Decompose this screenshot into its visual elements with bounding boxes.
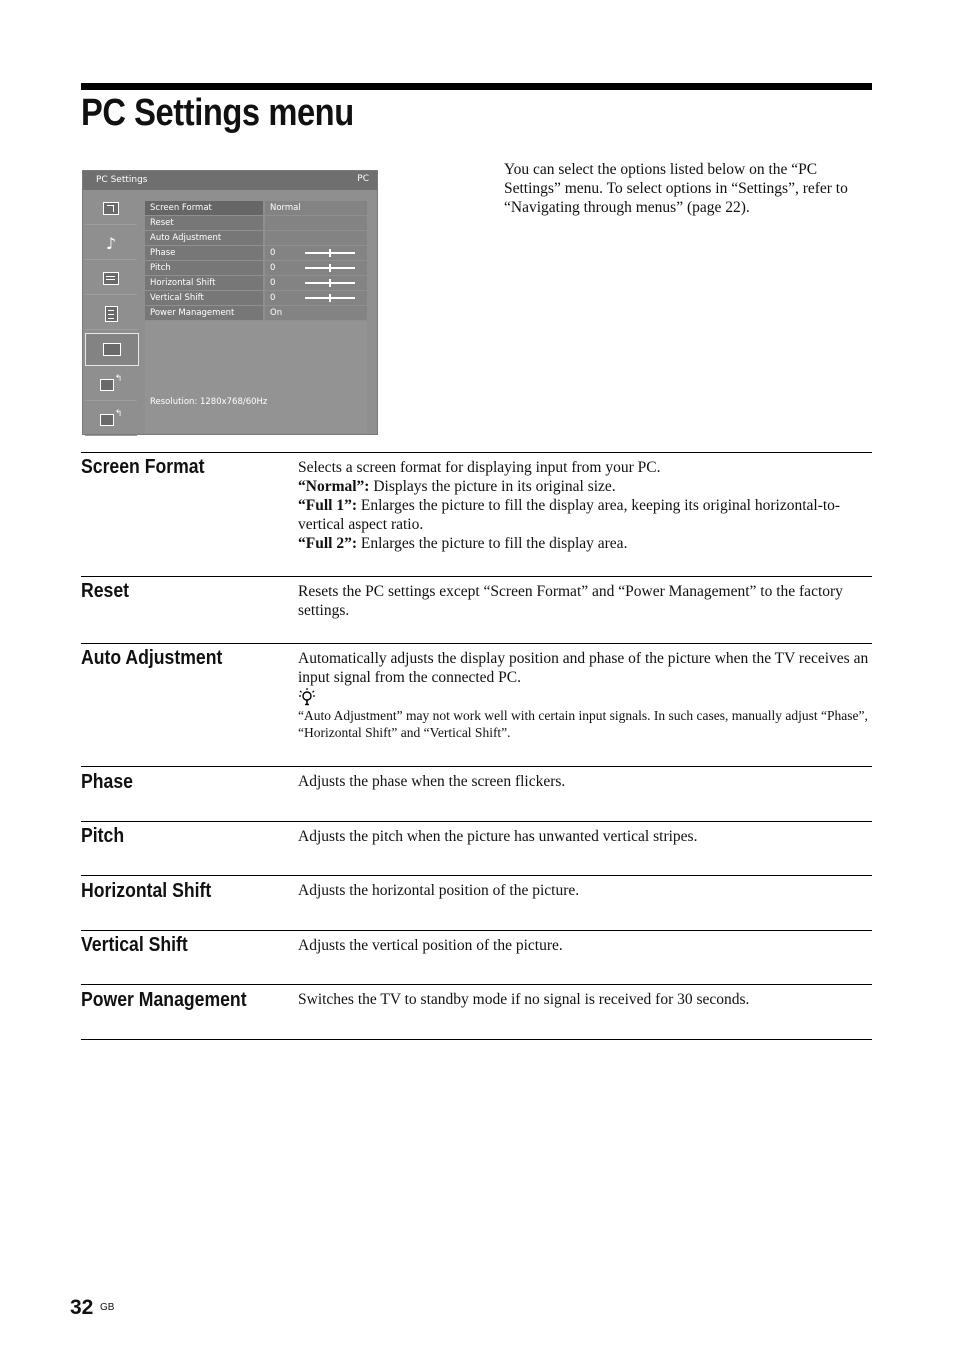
menu-row-label: Pitch bbox=[145, 261, 263, 275]
section-divider bbox=[81, 1039, 872, 1040]
menu-row[interactable] bbox=[145, 216, 367, 230]
desc-horizontal-shift: Adjusts the horizontal position of the picture. bbox=[298, 882, 580, 899]
resolution-text: Resolution: 1280x768/60Hz bbox=[150, 397, 268, 407]
term-reset: Reset bbox=[81, 579, 130, 602]
menu-row-value bbox=[265, 231, 367, 245]
pc-settings-screenshot bbox=[82, 170, 378, 435]
menu-row-label: Horizontal Shift bbox=[145, 276, 263, 290]
title-rule bbox=[81, 83, 872, 90]
desc-power-management: Switches the TV to standby mode if no signal is received for 30 seconds. bbox=[298, 991, 750, 1008]
section-divider bbox=[81, 576, 872, 577]
menu-row-label: Screen Format bbox=[145, 201, 263, 215]
menu-empty-area bbox=[145, 321, 367, 433]
term-phase: Phase bbox=[81, 770, 133, 793]
screen-icon bbox=[85, 263, 137, 295]
section-divider bbox=[81, 452, 872, 453]
desc-reset: Resets the PC settings except “Screen Format” and “Power Management” to the factory settings. bbox=[298, 583, 843, 619]
menu-row-value: On bbox=[265, 306, 367, 320]
screen-title: PC Settings bbox=[96, 175, 148, 185]
section-divider bbox=[81, 643, 872, 644]
desc-screen-format: Selects a screen format for displaying input from your PC. “Normal”: Displays the picture in its original size. “Full 1”: Enlarges the picture to fill the display area, keeping its original horizontal-to-vertical aspect ratio. “Full 2”: Enlarges the picture to fill the display area. bbox=[298, 459, 841, 552]
menu-row-label: Reset bbox=[145, 216, 263, 230]
menu-row-value: 0 bbox=[265, 291, 367, 305]
section-divider bbox=[81, 930, 872, 931]
term-horizontal-shift: Horizontal Shift bbox=[81, 879, 212, 902]
section-divider bbox=[81, 984, 872, 985]
menu-row-label: Phase bbox=[145, 246, 263, 260]
section-divider bbox=[81, 875, 872, 876]
settings-icon bbox=[85, 298, 137, 330]
intro-text: You can select the options listed below on the “PC Settings” menu. To select options in “Settings”, refer to “Navigating through menus” (page 22). bbox=[504, 161, 848, 216]
pitch-slider[interactable] bbox=[305, 267, 355, 269]
desc-phase: Adjusts the phase when the screen flickers. bbox=[298, 773, 566, 790]
input-a-icon: ↰ bbox=[85, 369, 137, 401]
term-auto-adjustment: Auto Adjustment bbox=[81, 646, 223, 669]
menu-row[interactable] bbox=[145, 306, 367, 320]
desc-auto-adjustment: Automatically adjusts the display position and phase of the picture when the TV receives an input signal from the connected PC. “Auto Adjustment” may not work well with certain input signals. In such cases, manually adjust “Phase”, “Horizontal Shift” and “Vertical Shift”. bbox=[298, 649, 874, 741]
page-number: 32 bbox=[70, 1296, 94, 1319]
horizontal-shift-slider[interactable] bbox=[305, 282, 355, 284]
desc-vertical-shift: Adjusts the vertical position of the picture. bbox=[298, 937, 563, 954]
section-divider bbox=[81, 821, 872, 822]
phase-slider[interactable] bbox=[305, 252, 355, 254]
menu-row[interactable] bbox=[145, 261, 367, 275]
menu-row[interactable] bbox=[145, 276, 367, 290]
screen-input-label: PC bbox=[357, 174, 369, 184]
menu-row-value bbox=[265, 216, 367, 230]
menu-row-value: Normal bbox=[265, 201, 367, 215]
menu-row-label: Auto Adjustment bbox=[145, 231, 263, 245]
vertical-shift-slider[interactable] bbox=[305, 297, 355, 299]
section-divider bbox=[81, 766, 872, 767]
tip-text: “Auto Adjustment” may not work well with certain input signals. In such cases, manually adjust “Phase”, “Horizontal Shift” and “Vertical Shift”. bbox=[298, 708, 868, 740]
pc-settings-icon bbox=[85, 333, 139, 366]
menu-row-value: 0 bbox=[265, 246, 367, 260]
menu-rows bbox=[145, 201, 367, 321]
menu-row-value: 0 bbox=[265, 276, 367, 290]
term-power-management: Power Management bbox=[81, 988, 247, 1011]
sound-icon: ♪ bbox=[85, 228, 137, 260]
menu-row-label: Power Management bbox=[145, 306, 263, 320]
tip-icon bbox=[298, 687, 874, 707]
desc-pitch: Adjusts the pitch when the picture has unwanted vertical stripes. bbox=[298, 828, 698, 845]
menu-row[interactable] bbox=[145, 231, 367, 245]
input-b-icon: ↰ bbox=[85, 404, 137, 436]
term-screen-format: Screen Format bbox=[81, 455, 205, 478]
picture-icon bbox=[85, 193, 137, 225]
screen-header bbox=[83, 171, 377, 190]
page-title: PC Settings menu bbox=[81, 92, 354, 134]
menu-row[interactable] bbox=[145, 246, 367, 260]
menu-row-label: Vertical Shift bbox=[145, 291, 263, 305]
term-pitch: Pitch bbox=[81, 824, 125, 847]
menu-icon-column bbox=[85, 193, 141, 439]
menu-row-value: 0 bbox=[265, 261, 367, 275]
menu-row[interactable] bbox=[145, 201, 367, 215]
page-region-suffix: GB bbox=[100, 1302, 115, 1313]
menu-row[interactable] bbox=[145, 291, 367, 305]
term-vertical-shift: Vertical Shift bbox=[81, 933, 188, 956]
